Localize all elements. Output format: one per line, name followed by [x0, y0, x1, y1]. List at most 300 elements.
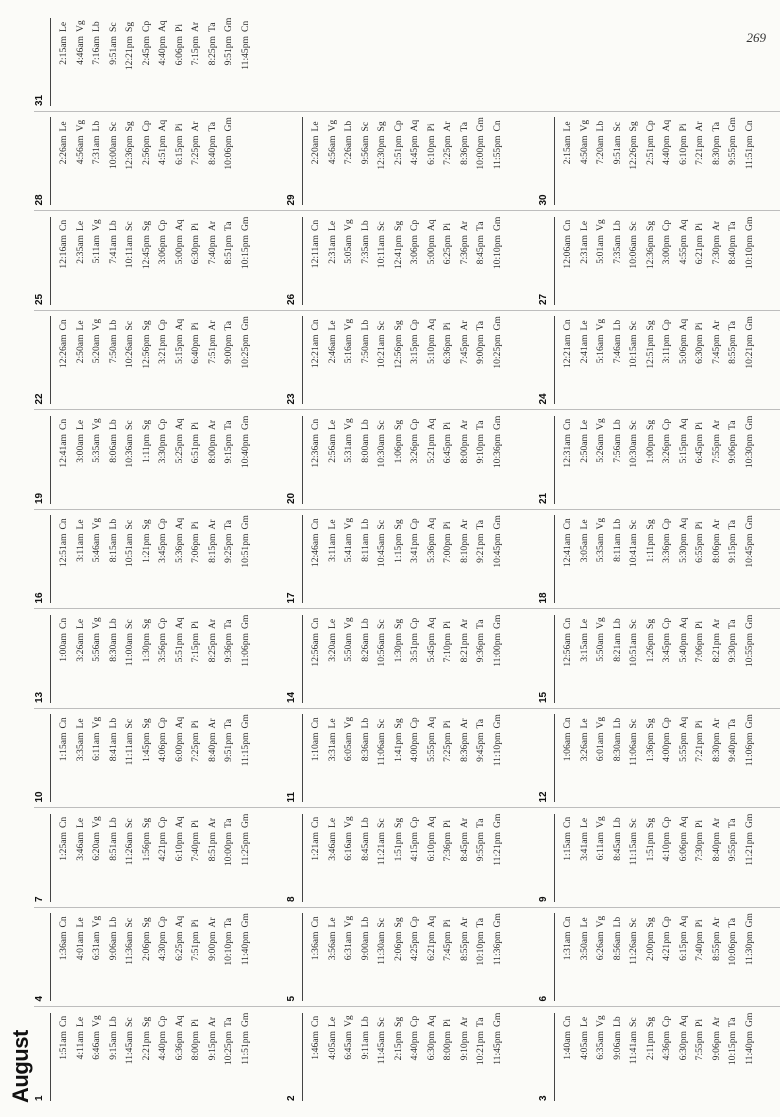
entry-sign: Le: [74, 320, 86, 331]
entry-time: 6:51pm: [190, 434, 201, 464]
entry-sign: Pi: [190, 421, 201, 430]
ingress-entry: [341, 215, 358, 307]
entry-time: 1:06pm: [392, 434, 404, 464]
ingress-entry: [374, 514, 391, 606]
entry-time: 5:51pm: [173, 633, 185, 663]
entry-sign: Sg: [644, 220, 656, 231]
entry-time: 1:11pm: [140, 434, 152, 463]
entry-time: 10:21pm: [743, 334, 755, 369]
ingress-entry: [139, 713, 156, 805]
entry-time: 10:15pm: [239, 235, 251, 270]
day-block-4: [34, 912, 274, 1004]
ingress-entry: [188, 16, 205, 108]
ingress-entry: [457, 514, 474, 606]
ingress-entry: [122, 812, 139, 904]
entry-sign: Aq: [425, 1015, 437, 1027]
entry-sign: Sg: [140, 519, 152, 530]
entry-time: 6:16am: [343, 832, 354, 861]
entry-time: 5:21pm: [425, 434, 437, 464]
entry-list: [308, 912, 506, 1004]
entry-time: 2:11pm: [644, 1031, 656, 1060]
ingress-entry: [56, 1011, 73, 1103]
ingress-entry: [407, 414, 424, 506]
entry-sign: Gm: [743, 316, 755, 331]
ingress-entry: [473, 613, 490, 705]
ingress-entry: [391, 116, 408, 208]
entry-time: 4:15pm: [409, 832, 420, 862]
entry-sign: Pi: [694, 620, 705, 629]
ingress-entry: [473, 414, 490, 506]
day-underline: [554, 1013, 555, 1101]
entry-sign: Aq: [173, 915, 185, 928]
ingress-entry: [440, 912, 457, 1004]
ingress-entry: [89, 613, 106, 705]
entry-time: 9:15pm: [727, 533, 738, 563]
entry-time: 3:46am: [74, 832, 86, 861]
ingress-entry: [560, 613, 577, 705]
ingress-entry: [560, 812, 577, 904]
entry-sign: Vg: [91, 1015, 102, 1027]
entry-sign: Sc: [359, 121, 371, 132]
entry-list: [308, 812, 506, 904]
entry-sign: Aq: [677, 716, 689, 729]
day-block-24: [538, 315, 778, 407]
entry-sign: Vg: [343, 617, 354, 629]
ingress-entry: [626, 116, 643, 208]
entry-time: 1:15am: [562, 832, 573, 861]
ingress-entry: [139, 315, 156, 407]
entry-sign: Ta: [206, 122, 218, 132]
entry-sign: Aq: [173, 816, 185, 828]
entry-time: 6:10pm: [677, 135, 689, 165]
ingress-entry: [188, 315, 205, 407]
entry-sign: Aq: [677, 418, 689, 430]
entry-time: 12:36am: [310, 434, 321, 468]
entry-sign: Le: [578, 718, 590, 729]
ingress-entry: [473, 514, 490, 606]
entry-time: 11:55pm: [491, 135, 503, 170]
day-underline: [554, 416, 555, 504]
entry-sign: Cp: [661, 319, 672, 331]
entry-sign: Sc: [628, 917, 639, 928]
ingress-entry: [238, 514, 255, 606]
entry-time: 3:56am: [326, 931, 338, 961]
ingress-entry: [593, 812, 610, 904]
entry-time: 5:10pm: [425, 334, 437, 364]
entry-sign: Ar: [458, 1016, 470, 1027]
entry-sign: Ta: [727, 1017, 738, 1027]
ingress-entry: [659, 116, 676, 208]
entry-sign: Cp: [140, 120, 152, 132]
entry-time: 12:51am: [58, 533, 69, 568]
ingress-entry: [391, 514, 408, 606]
entry-time: 10:25pm: [223, 1031, 234, 1066]
entry-sign: Gm: [743, 813, 755, 828]
ingress-entry: [391, 414, 408, 506]
ingress-entry: [155, 514, 172, 606]
day-underline: [50, 217, 51, 305]
ingress-entry: [473, 1011, 490, 1103]
entry-time: 11:15pm: [239, 732, 251, 767]
entry-sign: Lb: [359, 419, 371, 430]
day-block-18: [538, 514, 778, 606]
ingress-entry: [188, 1011, 205, 1103]
entry-sign: Ta: [223, 719, 234, 729]
entry-time: 10:10pm: [743, 235, 755, 270]
entry-sign: Cn: [58, 418, 69, 430]
entry-sign: Pi: [694, 421, 705, 430]
day-number: 2: [286, 1095, 297, 1101]
entry-time: 8:30pm: [710, 732, 722, 762]
ingress-entry: [172, 713, 189, 805]
entry-sign: Sc: [611, 121, 623, 132]
entry-sign: Cp: [157, 816, 168, 828]
entry-time: 9:55pm: [727, 832, 738, 862]
entry-sign: Pi: [694, 1018, 705, 1027]
entry-time: 12:56pm: [140, 334, 152, 369]
entry-sign: Cp: [140, 20, 152, 32]
entry-time: 11:21am: [376, 832, 387, 866]
entry-sign: Sc: [124, 221, 135, 231]
entry-time: 1:36am: [58, 931, 69, 961]
entry-sign: Le: [74, 718, 86, 729]
entry-list: [56, 414, 254, 506]
ingress-entry: [221, 116, 238, 208]
entry-list: [56, 1011, 254, 1103]
entry-sign: Gm: [491, 614, 503, 629]
entry-sign: Ar: [206, 1016, 218, 1027]
entry-sign: Aq: [157, 119, 168, 132]
entry-time: 1:45pm: [140, 732, 152, 762]
ingress-entry: [490, 116, 507, 208]
entry-time: 7:21pm: [694, 135, 705, 165]
entry-sign: Ar: [710, 817, 722, 828]
ingress-entry: [325, 116, 342, 208]
ingress-entry: [709, 514, 726, 606]
day-number: 7: [34, 896, 45, 902]
entry-time: 12:36pm: [124, 135, 135, 170]
entry-sign: Sc: [124, 718, 135, 729]
ingress-entry: [358, 713, 375, 805]
entry-sign: Aq: [677, 517, 689, 530]
entry-sign: Sg: [644, 817, 656, 828]
ingress-entry: [106, 315, 123, 407]
ingress-entry: [122, 116, 139, 208]
entry-sign: Sc: [628, 420, 639, 430]
entry-sign: Ta: [223, 420, 234, 430]
day-number: 24: [538, 393, 549, 405]
entry-sign: Cp: [409, 1015, 420, 1027]
entry-sign: Vg: [595, 1015, 606, 1027]
entry-time: 6:20am: [91, 832, 102, 861]
entry-time: 1:26pm: [644, 633, 656, 663]
entry-sign: Cn: [562, 319, 573, 331]
ingress-entry: [577, 812, 594, 904]
ingress-entry: [205, 215, 222, 307]
entry-time: 9:30pm: [727, 633, 738, 663]
entry-sign: Ta: [475, 321, 486, 331]
entry-time: 5:15pm: [173, 334, 185, 364]
entry-time: 8:45am: [359, 832, 371, 861]
ingress-entry: [457, 613, 474, 705]
entry-time: 10:25pm: [491, 334, 503, 369]
entry-time: 3:15am: [578, 633, 590, 662]
entry-time: 11:06am: [628, 732, 639, 766]
entry-sign: Ta: [475, 918, 486, 928]
ingress-entry: [626, 812, 643, 904]
entry-sign: Ta: [727, 719, 738, 729]
entry-sign: Cn: [562, 916, 573, 928]
ingress-entry: [205, 1011, 222, 1103]
entry-time: 4:50am: [578, 135, 590, 165]
entry-sign: Lb: [359, 319, 371, 331]
entry-time: 4:01am: [74, 931, 86, 961]
entry-sign: Ar: [710, 718, 722, 729]
entry-sign: Vg: [595, 716, 606, 729]
entry-sign: Lb: [107, 319, 119, 331]
entry-time: 4:45pm: [409, 135, 420, 165]
entry-sign: Lb: [611, 518, 623, 530]
entry-sign: Ar: [710, 1016, 722, 1027]
entry-sign: Le: [74, 618, 86, 629]
ingress-entry: [221, 713, 238, 805]
entry-time: 10:30am: [628, 434, 639, 468]
ingress-entry: [341, 315, 358, 407]
entry-time: 6:06pm: [677, 832, 689, 862]
entry-sign: Aq: [677, 219, 689, 231]
ingress-entry: [457, 713, 474, 805]
entry-sign: Aq: [425, 816, 437, 828]
entry-time: 7:15pm: [190, 633, 201, 663]
ingress-entry: [490, 1011, 507, 1103]
ingress-entry: [106, 116, 123, 208]
ingress-entry: [188, 414, 205, 506]
entry-time: 2:56am: [326, 434, 338, 463]
entry-time: 8:41am: [107, 732, 119, 762]
entry-sign: Ar: [206, 718, 218, 729]
day-block-11: [286, 713, 526, 805]
entry-sign: Ar: [458, 320, 470, 331]
entry-list: [560, 912, 758, 1004]
entry-time: 11:45pm: [491, 1031, 503, 1065]
entry-time: 8:21am: [611, 633, 623, 662]
ingress-entry: [692, 1011, 709, 1103]
ingress-entry: [341, 912, 358, 1004]
entry-list: [56, 116, 238, 208]
ingress-entry: [308, 812, 325, 904]
entry-sign: Cp: [661, 219, 672, 231]
entry-list: [308, 414, 506, 506]
entry-time: 10:30pm: [743, 434, 755, 469]
ingress-entry: [457, 414, 474, 506]
entry-sign: Gm: [239, 714, 251, 729]
entry-time: 7:50am: [359, 334, 371, 364]
ingress-entry: [374, 215, 391, 307]
ingress-entry: [610, 514, 627, 606]
entry-sign: Sc: [124, 320, 135, 331]
ingress-entry: [643, 713, 660, 805]
ingress-entry: [341, 613, 358, 705]
ingress-entry: [358, 315, 375, 407]
ingress-entry: [440, 613, 457, 705]
entry-sign: Sg: [644, 917, 656, 928]
entry-time: 10:00am: [107, 135, 119, 170]
column-divider: [34, 1007, 780, 1008]
ingress-entry: [341, 812, 358, 904]
ingress-entry: [308, 514, 325, 606]
entry-sign: Cn: [743, 120, 755, 132]
ingress-entry: [709, 613, 726, 705]
entry-time: 2:50am: [74, 334, 86, 364]
ingress-entry: [407, 315, 424, 407]
ingress-entry: [676, 315, 693, 407]
entry-time: 7:45pm: [442, 931, 453, 961]
entry-sign: Sc: [124, 420, 135, 430]
entry-time: 10:21pm: [475, 1031, 486, 1066]
entry-sign: Ar: [442, 121, 453, 132]
entry-time: 5:16am: [595, 334, 606, 364]
entry-time: 1:46am: [310, 1031, 321, 1060]
entry-sign: Ar: [694, 121, 705, 132]
ingress-entry: [626, 315, 643, 407]
entry-sign: Vg: [343, 816, 354, 828]
entry-time: 1:51pm: [644, 832, 656, 862]
entry-time: 6:40pm: [190, 334, 201, 364]
entry-time: 11:26am: [628, 931, 639, 965]
entry-sign: Lb: [595, 120, 606, 132]
entry-sign: Sg: [140, 817, 152, 828]
ingress-entry: [139, 912, 156, 1004]
entry-time: 5:25pm: [173, 434, 185, 464]
entry-sign: Pi: [694, 521, 705, 530]
entry-time: 10:10pm: [491, 235, 503, 270]
entry-time: 8:15pm: [206, 533, 218, 563]
entry-sign: Lb: [611, 817, 623, 828]
ingress-entry: [374, 315, 391, 407]
entry-sign: Vg: [595, 816, 606, 828]
entry-time: 3:15pm: [409, 334, 420, 364]
day-number: 12: [538, 791, 549, 803]
ingress-entry: [238, 713, 255, 805]
ingress-entry: [490, 912, 507, 1004]
day-block-22: [34, 315, 274, 407]
entry-sign: Vg: [343, 915, 354, 928]
entry-sign: Cn: [58, 717, 69, 729]
entry-time: 6:25pm: [442, 235, 453, 265]
entry-sign: Vg: [343, 318, 354, 331]
entry-sign: Ta: [475, 619, 486, 629]
entry-time: 9:55pm: [727, 135, 738, 165]
entry-time: 9:25pm: [223, 533, 234, 563]
entry-time: 6:45pm: [694, 434, 705, 464]
entry-list: [56, 315, 254, 407]
entry-sign: Lb: [611, 220, 623, 231]
ingress-entry: [593, 414, 610, 506]
entry-sign: Sg: [392, 320, 404, 331]
entry-list: [56, 16, 254, 108]
entry-sign: Gm: [475, 117, 486, 132]
day-number: 19: [34, 492, 45, 504]
entry-sign: Ar: [458, 519, 470, 530]
entry-sign: Le: [58, 21, 69, 32]
ingress-entry: [577, 514, 594, 606]
entry-time: 2:50am: [578, 434, 590, 463]
ingress-entry: [172, 812, 189, 904]
column-divider: [34, 609, 780, 610]
entry-time: 10:40pm: [239, 434, 251, 469]
day-underline: [554, 516, 555, 604]
entry-time: 4:40pm: [409, 1031, 420, 1061]
ingress-entry: [188, 812, 205, 904]
entry-time: 10:36pm: [491, 434, 503, 469]
ingress-entry: [692, 514, 709, 606]
day-underline: [302, 118, 303, 206]
entry-sign: Le: [578, 519, 590, 530]
entry-sign: Aq: [425, 617, 437, 629]
ingress-entry: [610, 912, 627, 1004]
entry-time: 2:45pm: [140, 36, 152, 66]
ingress-entry: [424, 1011, 441, 1103]
entry-sign: Sc: [376, 420, 387, 430]
ingress-entry: [56, 116, 73, 208]
ingress-entry: [106, 912, 123, 1004]
entry-sign: Pi: [442, 222, 453, 231]
entry-sign: Le: [578, 817, 590, 828]
entry-sign: Sc: [376, 519, 387, 530]
entry-time: 1:30pm: [392, 633, 404, 663]
entry-sign: Cn: [239, 20, 251, 32]
ingress-entry: [89, 912, 106, 1004]
ingress-entry: [238, 215, 255, 307]
entry-sign: Sc: [376, 917, 387, 928]
ingress-entry: [676, 514, 693, 606]
entry-sign: Lb: [359, 916, 371, 928]
ingress-entry: [308, 613, 325, 705]
entry-sign: Aq: [677, 915, 689, 928]
day-block-29: [286, 116, 526, 208]
ingress-entry: [742, 613, 759, 705]
entry-time: 5:06pm: [677, 334, 689, 364]
entry-sign: Sc: [628, 619, 639, 629]
page-number: 269: [746, 30, 766, 45]
ingress-entry: [440, 812, 457, 904]
entry-sign: Aq: [425, 219, 437, 231]
entry-time: 4:56am: [74, 135, 86, 165]
entry-sign: Vg: [91, 816, 102, 828]
entry-time: 11:51pm: [743, 135, 755, 170]
entry-time: 9:40pm: [727, 732, 738, 762]
entry-sign: Cn: [562, 418, 573, 430]
entry-sign: Aq: [677, 1015, 689, 1027]
ingress-entry: [626, 613, 643, 705]
entry-sign: Gm: [491, 813, 503, 828]
entry-time: 8:06am: [107, 434, 119, 463]
entry-sign: Cp: [661, 816, 672, 828]
entry-time: 11:40pm: [239, 931, 251, 966]
entry-time: 7:16am: [91, 36, 102, 65]
day-underline: [50, 118, 51, 206]
entry-time: 7:26am: [343, 135, 354, 165]
ingress-entry: [374, 414, 391, 506]
entry-time: 5:20am: [91, 334, 102, 364]
entry-sign: Vg: [91, 318, 102, 331]
entry-time: 12:31am: [562, 434, 573, 468]
ingress-entry: [725, 116, 742, 208]
entry-sign: Pi: [694, 919, 705, 928]
entry-sign: Le: [74, 1016, 86, 1027]
day-number: 6: [538, 995, 549, 1002]
entry-sign: Pi: [190, 322, 201, 331]
